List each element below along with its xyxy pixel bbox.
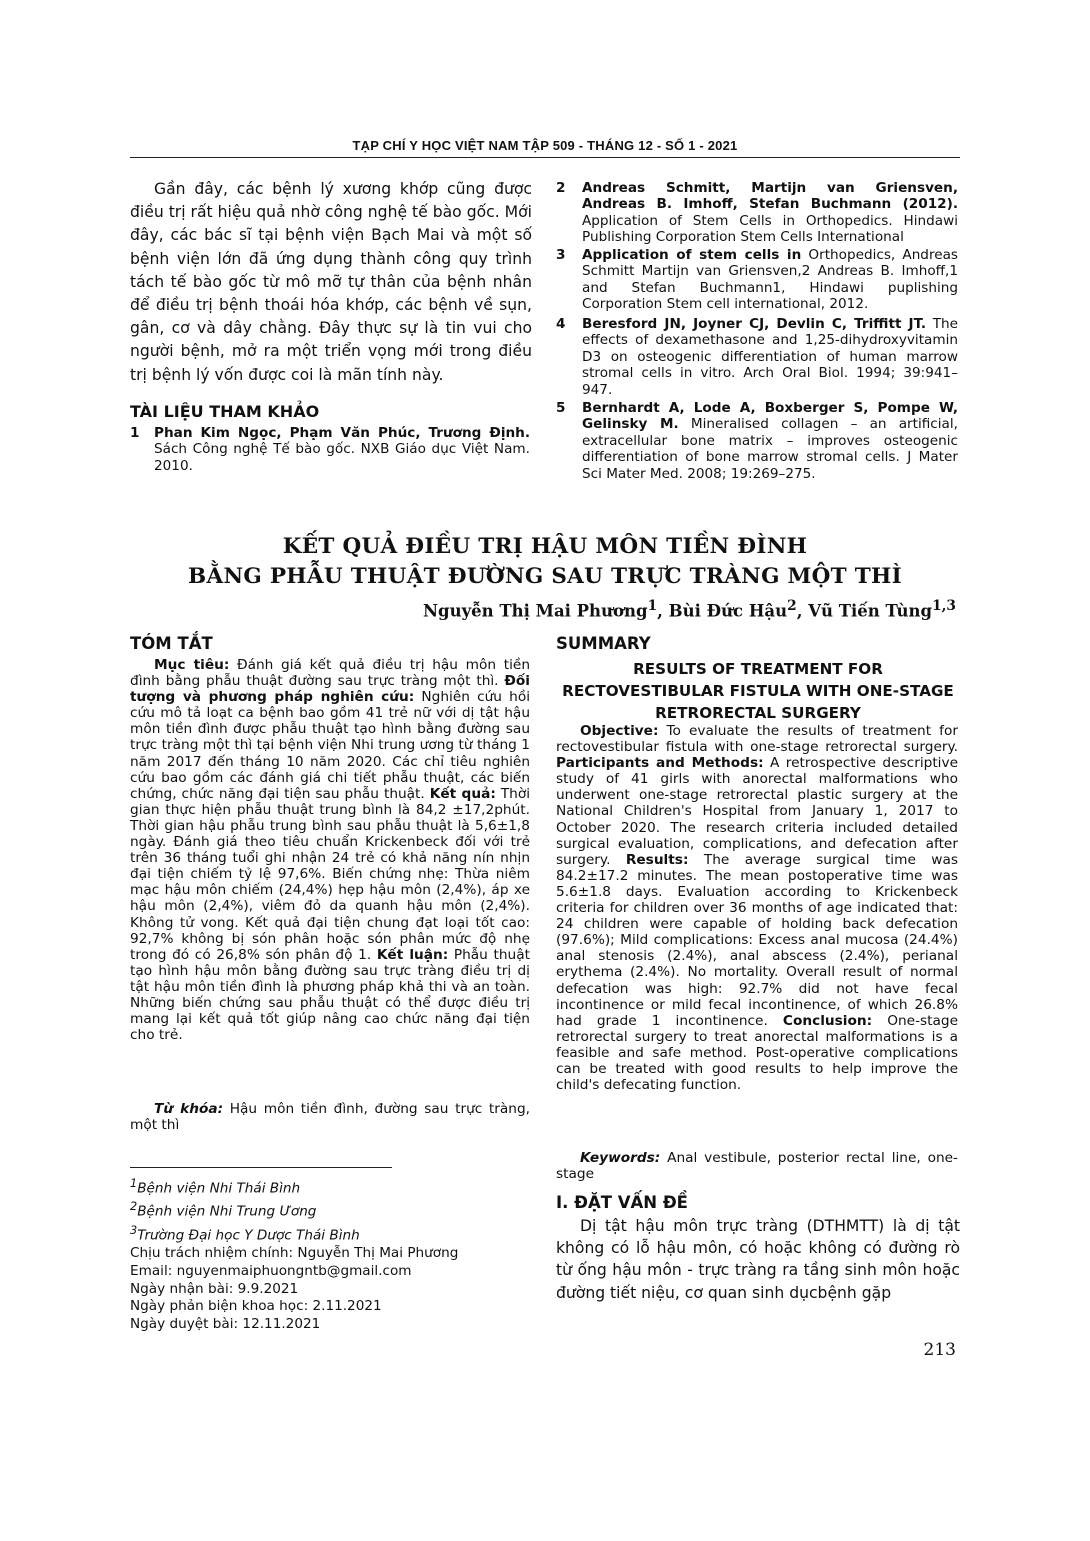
author-affiliation: 2 — [787, 598, 797, 614]
en-methods-text: A retrospective descriptive study of 41 girls with anorectal malformations who underwent one-stage retrorectal plastic surgery at the National Children's Hospital from January 1, 2017 to October 2020. The research criteria included detailed surgical evaluation, complications, and defecation after surgery. — [556, 755, 959, 868]
reference-item — [556, 400, 958, 482]
reviewed-date: Ngày phản biện khoa học: 2.11.2021 — [130, 1298, 382, 1315]
author-name: Nguyễn Thị Mai Phương — [422, 601, 648, 621]
reference-body: Mineralised collagen – an artificial, extracellular bone matrix – improves osteogenic differentiation of bone marrow stromal cells. J Mater Sci Mater Med. 2008; 19:269–275. — [582, 416, 958, 482]
en-keywords-text: Anal vestibule, posterior rectal line, one-stage — [556, 1150, 958, 1183]
reference-number: 3 — [556, 247, 566, 263]
reference-text — [582, 180, 958, 246]
corresponding-author: Chịu trách nhiệm chính: Nguyễn Thị Mai Phương — [130, 1244, 459, 1261]
footnote-rule — [130, 1167, 392, 1168]
reference-item — [556, 247, 958, 313]
reference-text — [582, 316, 958, 398]
author-name: Bùi Đức Hậu — [668, 601, 788, 621]
vn-objective-text: Đánh giá kết quả điều trị hậu môn tiền đình bằng phẫu thuật đường sau trực tràng một thì. — [130, 657, 530, 690]
reference-body: Application of Stem Cells in Orthopedics. Hindawi Publishing Corporation Stem Cells International — [582, 212, 958, 246]
reference-body: Sách Công nghệ Tế bào gốc. NXB Giáo dục Việt Nam. 2010. — [154, 441, 530, 474]
reference-body: Orthopedics, Andreas Schmitt Martijn van Griensven,2 Andreas B. Imhoff,1 and Stefan Buchmann1, Hindawi puplishing Corporation Stem cell international, 2012. — [582, 247, 959, 313]
reference-text — [582, 247, 958, 313]
section-1-text: Dị tật hậu môn trực tràng (DTHMTT) là dị tật không có lỗ hậu môn, có hoặc không có đường rò từ ống hậu môn - trực tràng ra tầng sinh môn hoặc đường tiết niệu, cơ quan sinh dụcbệnh gặp — [556, 1217, 960, 1302]
reference-number: 5 — [556, 400, 566, 416]
author-name: Vũ Tiến Tùng — [808, 601, 933, 621]
en-conclusion-label: Conclusion: — [782, 1012, 873, 1029]
affiliation-3: $^3$Trường Đại học Y Dược Thái Bình — [130, 1222, 360, 1244]
en-results-label: Results: — [625, 851, 689, 868]
email: Email: nguyenmaiphuongntb@gmail.com — [130, 1262, 412, 1279]
section-1-heading: I. ĐẶT VẤN ĐỀ — [556, 1193, 688, 1212]
en-keywords-label: Keywords: — [580, 1150, 661, 1166]
en-abstract-heading: SUMMARY — [556, 634, 651, 653]
intro-paragraph: Gần đây, các bệnh lý xương khớp cũng được điều trị rất hiệu quả nhờ công nghệ tế bào gốc. Mới đây, các bác sĩ tại bệnh viện Bạch Mai và một số bệnh viện lớn đã ứng dụng thành công quy trình tách tế bào gốc từ mô mỡ tự thân của bệnh nhân để điều trị bệnh thoái hóa khớp, các bệnh về sụn, gân, cơ và dây chằng. Đây thực sự là tin vui cho người bệnh, mở ra một triển vọng mới trong điều trị bệnh lý vốn được coi là mãn tính này. — [130, 180, 532, 384]
en-abstract-body — [556, 723, 958, 1093]
reference-authors: Phan Kim Ngọc, Phạm Văn Phúc, Trương Định. — [154, 425, 530, 441]
author-separator: , — [657, 601, 669, 621]
en-methods-label: Participants and Methods: — [556, 755, 764, 772]
vn-conclusion-label: Kết luận: — [376, 946, 449, 963]
reference-number: 1 — [130, 425, 140, 441]
en-results-text: The average surgical time was 84.2±17.2 minutes. The mean postoperative time was 5.6±1.8 days. Evaluation according to Krickenbeck criteria for children over 36 months of age indicated that: 24 children were capable of holding back defecation (97.6%); Mild complications: Excess anal mucosa (24.4%) anal stenosis (2.4%), anal abscess (2.4%), perianal erythema (2.4%). No mortality. Overall result of normal defecation was high: 92.7% did not have fecal incontinence or mild fecal incontinence, of which 26.8% had grade 1 incontinence. — [556, 851, 958, 1029]
reference-number: 2 — [556, 180, 566, 196]
vn-results-text: Thời gian thực hiện phẫu thuật trung bình là 84,2 ±17,2phút. Thời gian hậu phẫu trung bình sau phẫu thuật là 5,6±1,8 ngày. Đánh giá theo tiêu chuẩn Krickenbeck đối với trẻ trên 36 tháng tuổi ghi nhận 24 trẻ có khả năng nín nhịn đại tiện chiếm tỷ lệ 97,6%. Biến chứng nhẹ: Thừa niêm mạc hậu môn chiếm (24,4%) hẹp hậu môn (2,4%), áp xe hậu môn (2,4%), viêm đỏ da quanh hậu môn (2,4%). Không tử vong. Kết quả đại tiện chung đạt loại tốt cao: 92,7% không bị són phân hoặc són phân mức độ nhẹ trong đó có 26,8% són phân độ 1. — [130, 785, 530, 963]
received-date: Ngày nhận bài: 9.9.2021 — [130, 1280, 299, 1297]
reference-authors: Application of stem cells in — [582, 247, 802, 263]
reference-text — [154, 425, 530, 474]
reference-item — [130, 425, 530, 474]
affiliation-2: $^2$Bệnh viện Nhi Trung Ương — [130, 1199, 317, 1220]
vn-keywords-label: Từ khóa: — [154, 1101, 224, 1117]
accepted-date: Ngày duyệt bài: 12.11.2021 — [130, 1316, 321, 1333]
vn-objective-label: Mục tiêu: — [154, 657, 230, 673]
reference-item — [556, 316, 958, 398]
vn-methods-text: Nghiên cứu hồi cứu mô tả loạt ca bệnh bao gồm 41 trẻ nữ với dị tật hậu môn tiền đình được phẫu thuật tạo hình bằng đường sau trực tràng một thì tại bệnh viện Nhi trung ương từ tháng 1 năm 2017 đến tháng 10 năm 2020. Các chỉ tiêu nghiên cứu bao gồm các đánh giá chi tiết phẫu thuật, các biến chứng, chức năng đại tiện sau phẫu thuật. — [130, 689, 531, 802]
reference-body: The effects of dexamethasone and 1,25-dihydroxyvitamin D3 on osteogenic differentiation of human marrow stromal cells in vitro. Arch Oral Biol. 1994; 39:941–947. — [582, 316, 958, 398]
article-title-line1: KẾT QUẢ ĐIỀU TRỊ HẬU MÔN TIỀN ĐÌNH — [282, 534, 808, 559]
en-conclusion-text: One-stage retrorectal surgery to treat anorectal malformations is a feasible and safe method. Post-operative complications can be treated with good results to help improve the child's defecating function. — [556, 1012, 958, 1094]
reference-text — [582, 400, 958, 482]
journal-header: TẠP CHÍ Y HỌC VIỆT NAM TẬP 509 - THÁNG 12 - SỐ 1 - 2021 — [352, 138, 738, 153]
author-affiliation: 1 — [647, 598, 658, 614]
en-objective-text: To evaluate the results of treatment for rectovestibular fistula with one-stage retrorectal surgery. — [556, 723, 958, 756]
reference-authors: Bernhardt A, Lode A, Boxberger S, Pompe W, Gelinsky M. — [582, 400, 958, 433]
en-objective-label: Objective: — [580, 723, 659, 739]
reference-authors: Beresford JN, Joyner CJ, Devlin C, Triffitt JT. — [582, 316, 926, 332]
references-title: TÀI LIỆU THAM KHẢO — [130, 402, 320, 421]
en-abstract-title: RESULTS OF TREATMENT FOR RECTOVESTIBULAR FISTULA WITH ONE-STAGE RETRORECTAL SURGERY — [562, 660, 954, 722]
vn-keywords-text: Hậu môn tiền đình, đường sau trực tràng, một thì — [130, 1101, 531, 1134]
vn-results-label: Kết quả: — [429, 785, 496, 802]
vn-abstract-body — [130, 657, 530, 1043]
vn-methods-label: Đối tượng và phương pháp nghiên cứu: — [130, 673, 530, 706]
reference-number: 4 — [556, 316, 566, 332]
author-affiliation: 1,3 — [932, 598, 956, 614]
reference-authors: Andreas Schmitt, Martijn van Griensven, Andreas B. Imhoff, Stefan Buchmann (2012). — [582, 180, 958, 213]
header-rule — [130, 157, 960, 158]
vn-conclusion-text: Phẫu thuật tạo hình hậu môn bằng đường sau trực tràng điều trị dị tật hậu môn tiền đình là phương pháp khả thi và an toàn. Những biến chứng sau phẫu thuật có thể được điều trị mang lại kết quả tốt giúp nâng cao chức năng đại tiện cho trẻ. — [130, 946, 530, 1044]
vn-abstract-heading: TÓM TẮT — [130, 634, 213, 653]
article-authors — [130, 598, 956, 621]
author-separator: , — [796, 601, 809, 621]
article-title-line2: BẰNG PHẪU THUẬT ĐƯỜNG SAU TRỰC TRÀNG MỘT THÌ — [187, 564, 903, 589]
en-keywords — [556, 1150, 958, 1182]
vn-keywords — [130, 1101, 530, 1133]
page-number: 213 — [923, 1340, 956, 1360]
reference-item — [556, 180, 958, 246]
footnotes — [130, 1175, 530, 1334]
affiliation-1: $^1$Bệnh viện Nhi Thái Bình — [130, 1176, 301, 1197]
